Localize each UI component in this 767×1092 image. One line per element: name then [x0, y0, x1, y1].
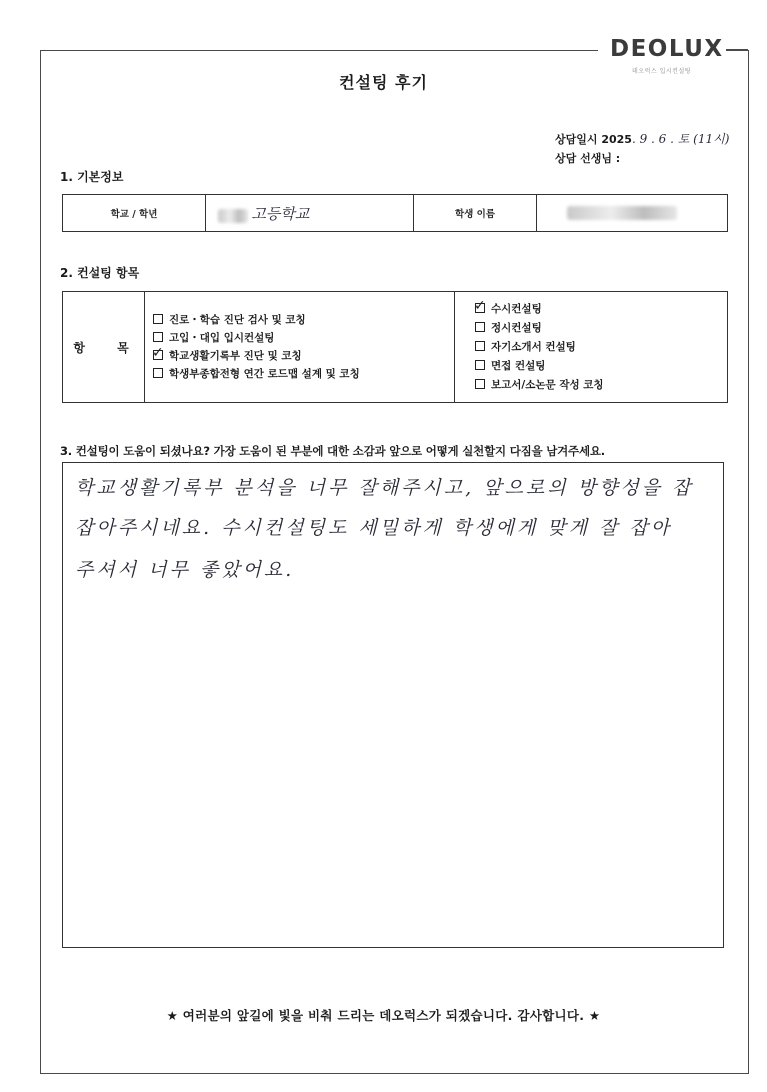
section2-heading: 2. 컨설팅 항목: [60, 266, 140, 280]
student-name-cell: [537, 195, 728, 232]
item-susi[interactable]: [474, 297, 726, 319]
item-label: 진로・학습 진단 검사 및 코칭: [169, 314, 306, 326]
item-interview[interactable]: [475, 357, 726, 376]
checkbox[interactable]: [475, 341, 485, 351]
checkbox-checked[interactable]: [152, 345, 164, 361]
page-title: 컨설팅 후기: [339, 73, 428, 92]
check-mark-icon: ✓: [474, 297, 486, 314]
item-school-record[interactable]: [153, 347, 453, 365]
answer-line: 학교생활기록부 분석을 너무 잘해주시고, 앞으로의 방향성을 잡: [75, 477, 694, 499]
brand-logo: DEOLUX: [610, 36, 724, 62]
items-row-label: 항 목: [63, 292, 145, 403]
section1-heading: 1. 기본정보: [60, 170, 124, 184]
item-roadmap[interactable]: [153, 365, 453, 383]
item-jeongsi[interactable]: [475, 319, 726, 338]
item-label: 면접 컨설팅: [491, 359, 546, 372]
checkbox[interactable]: [153, 368, 163, 378]
footer-message: ★ 여러분의 앞길에 빛을 비춰 드리는 데오럭스가 되겠습니다. 감사합니다. ★: [166, 1008, 601, 1023]
item-label: 학교생활기록부 진단 및 코칭: [169, 350, 302, 362]
check-mark-icon: ✓: [152, 345, 164, 361]
checkbox[interactable]: [475, 379, 485, 389]
items-right-column: [455, 292, 728, 403]
section3-question: 3. 컨설팅이 도움이 되셨나요? 가장 도움이 된 부분에 대한 소감과 앞으로 어떻게 실천할지 다짐을 남겨주세요.: [60, 444, 605, 458]
items-left-column: [145, 292, 455, 403]
consult-date-handwritten: . 9 . 6 . 토 (11시): [631, 132, 730, 146]
brand-logo-subtitle: 데오럭스 입시컨설팅: [632, 68, 692, 75]
checkbox[interactable]: [153, 314, 163, 324]
school-value: 고등학교: [251, 204, 310, 223]
item-report[interactable]: [475, 376, 726, 395]
answer-box[interactable]: [62, 462, 724, 948]
consult-date-label: 상담일시 2025: [555, 133, 632, 146]
item-admission[interactable]: [153, 329, 453, 347]
school-value-cell: [206, 195, 414, 232]
checkbox[interactable]: [475, 360, 485, 370]
checkbox[interactable]: [153, 332, 163, 342]
redacted-blur: [218, 209, 248, 223]
school-label: 학교 / 학년: [63, 195, 206, 232]
logo-dash: [726, 49, 748, 51]
item-self-intro[interactable]: [475, 338, 726, 357]
item-label: 수시컨설팅: [491, 302, 542, 315]
student-name-label: 학생 이름: [414, 195, 537, 232]
answer-line: 잡아주시네요. 수시컨설팅도 세밀하게 학생에게 맞게 잘 잡아: [75, 517, 673, 539]
consulting-items-table: [62, 291, 728, 403]
checkbox-checked[interactable]: [474, 297, 486, 314]
item-label: 보고서/소논문 작성 코칭: [491, 378, 604, 391]
item-label: 자기소개서 컨설팅: [491, 340, 576, 353]
answer-line: 주셔서 너무 좋았어요.: [75, 559, 295, 581]
consult-date: [555, 130, 729, 147]
checkbox[interactable]: [475, 322, 485, 332]
item-career-learning[interactable]: [153, 311, 453, 329]
redacted-blur: [567, 206, 677, 220]
basic-info-table: [62, 194, 728, 232]
item-label: 학생부종합전형 연간 로드맵 설계 및 코칭: [169, 368, 360, 380]
item-label: 고입・대입 입시컨설팅: [169, 332, 275, 344]
counselor-label: 상담 선생님 :: [555, 152, 621, 165]
item-label: 정시컨설팅: [491, 321, 542, 334]
